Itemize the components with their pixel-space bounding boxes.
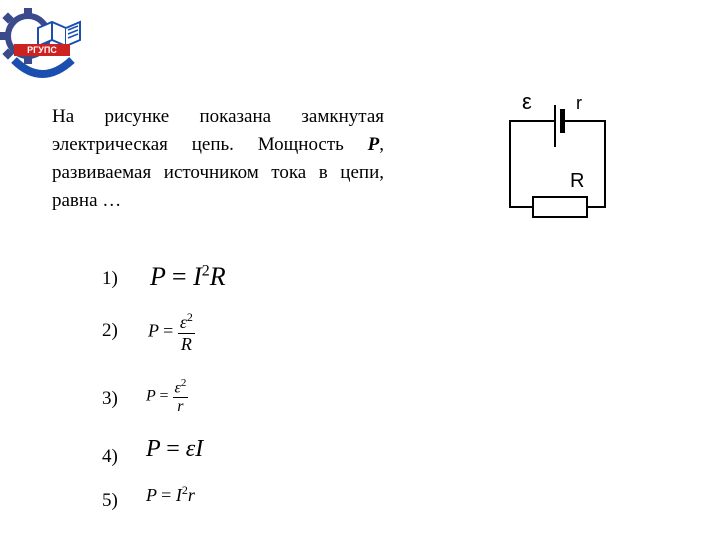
answer-4-eq: = (166, 436, 180, 462)
answer-5-eq: = (161, 485, 172, 505)
answer-2-numerator: ε (179, 312, 187, 332)
answer-3-number: 3) (102, 388, 118, 409)
circuit-diagram (500, 85, 620, 220)
question-power-symbol: P (367, 134, 380, 155)
answer-2-number: 2) (102, 320, 118, 341)
answer-2-lhs: P (148, 320, 159, 341)
resistor (533, 197, 587, 217)
answer-1-number: 1) (102, 268, 118, 289)
answer-1-rhs: I (193, 262, 202, 291)
answer-1-lhs: P (150, 262, 166, 291)
answer-3-lhs: P (146, 387, 156, 405)
university-logo (0, 0, 90, 90)
answer-5-rhs: I (175, 485, 182, 505)
answer-3-fraction (173, 377, 189, 416)
resistor-label: R (570, 170, 585, 192)
answer-2-exp: 2 (186, 310, 193, 324)
answer-5-tail: r (187, 485, 195, 505)
answer-3-numerator: ε (174, 379, 181, 397)
book-icon (38, 22, 80, 46)
answer-3-eq: = (159, 387, 169, 405)
answer-2-denominator: R (180, 334, 192, 354)
logo-arc (14, 60, 72, 74)
answer-3-exp: 2 (180, 377, 187, 389)
answer-1-exp: 2 (201, 262, 210, 280)
answer-1-tail: R (209, 262, 226, 291)
answer-3-formula[interactable] (146, 377, 188, 416)
emf-label: ε (522, 89, 532, 114)
answer-4-lhs: P (146, 436, 161, 462)
answer-5-formula[interactable] (146, 483, 195, 506)
answer-5-lhs: P (146, 485, 157, 505)
answer-1-formula[interactable] (150, 262, 226, 292)
battery-short-plate (560, 109, 565, 133)
answer-1-eq: = (171, 262, 187, 291)
answer-5-exp: 2 (181, 483, 188, 497)
answer-4-number: 4) (102, 446, 118, 467)
answer-2-fraction (178, 310, 195, 355)
answer-5-number: 5) (102, 490, 118, 511)
answer-2-formula[interactable] (148, 310, 195, 355)
answer-4-formula[interactable] (146, 436, 203, 463)
answer-4-rhs: εI (185, 436, 204, 462)
logo-text: РГУПС (27, 45, 57, 55)
question-text (52, 103, 384, 215)
internal-resistance-label: r (576, 93, 582, 113)
question-part2: , развиваемая источником тока в цепи, равна … (52, 134, 384, 211)
answer-2-eq: = (163, 320, 174, 341)
question-part1: На рисунке показана замкнутая электрическая цепь. Мощность (52, 106, 384, 155)
answer-3-denominator: r (177, 398, 184, 416)
